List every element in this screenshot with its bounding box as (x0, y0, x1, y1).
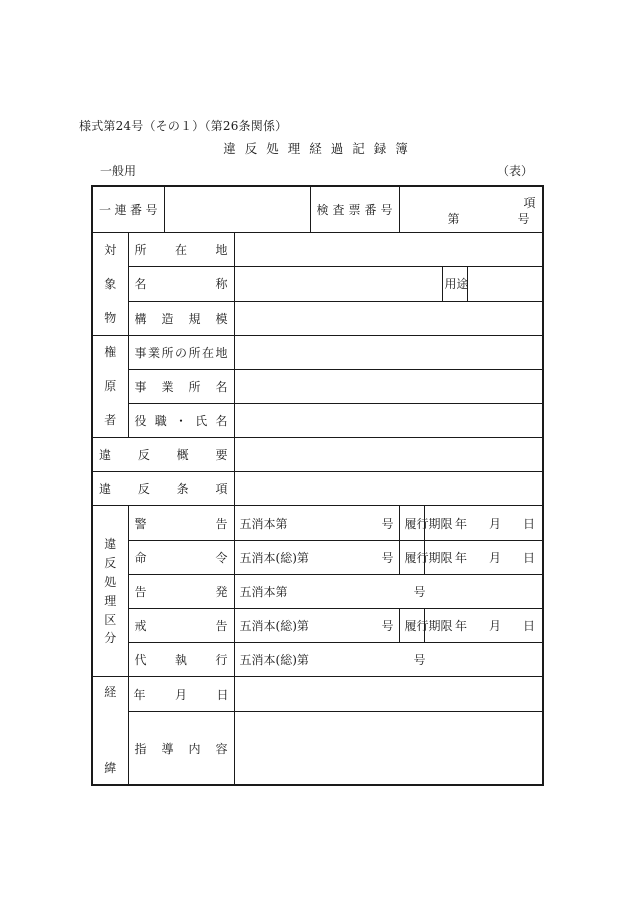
violation-summary-label: 違反概要 (92, 438, 234, 472)
inspection-kou: 項 (523, 196, 536, 211)
disposition-order-deadline-value[interactable]: 年 月 日 (424, 540, 543, 574)
target-structure-value[interactable] (234, 301, 543, 335)
side-indicator: （表） (497, 164, 534, 178)
disposition-admonition-label: 戒 告 (128, 608, 234, 642)
progress-guidance-value[interactable] (234, 712, 543, 785)
serial-number-label: 一連番号 (92, 186, 164, 233)
target-name-row (92, 267, 543, 301)
form-number-label: 様式第24号（その１）（第26条関係） (79, 119, 288, 133)
target-location-label: 所 在 地 (128, 233, 234, 267)
progress-group-label: 経 緯 (92, 677, 128, 785)
disposition-execution-label: 代執行 (128, 643, 234, 677)
disposition-row (92, 643, 543, 677)
disposition-execution-doc[interactable]: 五消本(総)第 号 (234, 643, 543, 677)
progress-guidance-label: 指導内容 (128, 712, 234, 785)
target-structure-row (92, 301, 543, 335)
target-name-label: 名 称 (128, 267, 234, 301)
disposition-order-label: 命 令 (128, 540, 234, 574)
target-group-label: 対 象 物 (92, 233, 128, 335)
serial-number-value[interactable] (164, 186, 310, 233)
disposition-warning-deadline-label: 履行期限 (399, 506, 424, 540)
disposition-warning-deadline-value[interactable]: 年 月 日 (424, 506, 543, 540)
owner-office-name-label: 事業所名 (128, 369, 234, 403)
target-name-value[interactable] (234, 267, 442, 301)
disposition-accusation-label: 告 発 (128, 574, 234, 608)
owner-office-location-value[interactable] (234, 335, 543, 369)
target-use-value[interactable] (467, 267, 543, 301)
violation-record-table (91, 185, 544, 786)
disposition-row (92, 540, 543, 574)
owner-group-label: 権 原 者 (92, 335, 128, 437)
inspection-gou: 号 (517, 212, 530, 227)
progress-date-value[interactable] (234, 677, 543, 712)
owner-office-name-row (92, 369, 543, 403)
disposition-admonition-deadline-label: 履行期限 (399, 608, 424, 642)
target-location-value[interactable] (234, 233, 543, 267)
violation-clause-label: 違反条項 (92, 472, 234, 506)
header-row (92, 186, 543, 233)
disposition-warning-doc[interactable]: 五消本第 号 (234, 506, 399, 540)
progress-guidance-row (92, 712, 543, 785)
violation-clause-value[interactable] (234, 472, 543, 506)
disposition-row (92, 608, 543, 642)
owner-title-name-label: 役職・氏名 (128, 404, 234, 438)
disposition-admonition-deadline-value[interactable]: 年 月 日 (424, 608, 543, 642)
progress-date-row (92, 677, 543, 712)
owner-office-location-label: 事業所の所在地 (128, 335, 234, 369)
target-structure-label: 構造規模 (128, 301, 234, 335)
inspection-dai: 第 (447, 212, 460, 227)
progress-date-label: 年 月 日 (128, 677, 234, 712)
form-subtype: 一般用 (100, 164, 137, 178)
document-title: 違反処理経過記録簿 (223, 141, 417, 156)
inspection-number-value[interactable] (399, 186, 543, 233)
target-location-row (92, 233, 543, 267)
violation-summary-row (92, 438, 543, 472)
disposition-row (92, 574, 543, 608)
violation-clause-row (92, 472, 543, 506)
disposition-order-deadline-label: 履行期限 (399, 540, 424, 574)
disposition-row (92, 506, 543, 540)
inspection-number-label: 検査票番号 (310, 186, 399, 233)
owner-office-name-value[interactable] (234, 369, 543, 403)
disposition-admonition-doc[interactable]: 五消本(総)第 号 (234, 608, 399, 642)
owner-title-name-value[interactable] (234, 404, 543, 438)
disposition-accusation-doc[interactable]: 五消本第 号 (234, 574, 543, 608)
target-use-label: 用途 (442, 267, 467, 301)
owner-title-name-row (92, 404, 543, 438)
disposition-warning-label: 警 告 (128, 506, 234, 540)
violation-summary-value[interactable] (234, 438, 543, 472)
disposition-group-label: 違 反 処 理 区 分 (92, 506, 128, 677)
owner-location-row (92, 335, 543, 369)
disposition-order-doc[interactable]: 五消本(総)第 号 (234, 540, 399, 574)
